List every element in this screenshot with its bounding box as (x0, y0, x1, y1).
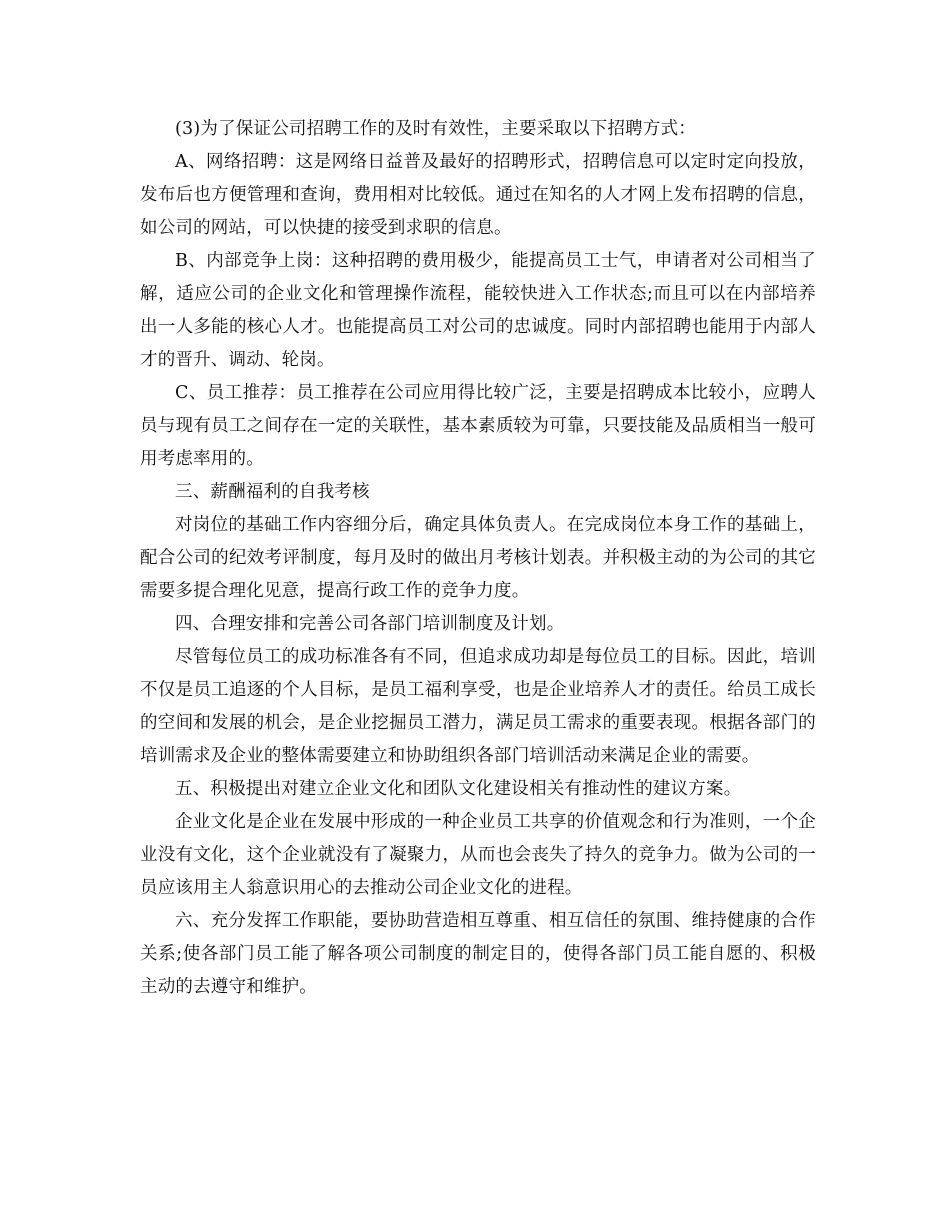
paragraph-salary-self-assessment: 对岗位的基础工作内容细分后，确定具体负责人。在完成岗位本身工作的基础上，配合公司的纪效考评制度，每月及时的做出月考核计划表。并积极主动的为公司的其它需要多提合理化见意，提高行政工作的竞争力度。 (140, 515, 816, 601)
paragraph-recruitment-methods: (3)为了保证公司招聘工作的及时有效性，主要采取以下招聘方式： (175, 119, 696, 139)
heading-training-system: 四、合理安排和完善公司各部门培训制度及计划。 (175, 614, 565, 634)
paragraph-internal-competition: B、内部竞争上岗：这种招聘的费用极少，能提高员工士气，申请者对公司相当了解，适应公司的企业文化和管理操作流程，能较快进入工作状态;而且可以在内部培养出一人多能的核心人才。也能提高员工对公司的忠诚度。同时内部招聘也能用于内部人才的晋升、调动、轮岗。 (140, 251, 816, 370)
document-body (140, 113, 816, 1004)
paragraph-corporate-culture: 企业文化是企业在发展中形成的一种企业员工共享的价值观念和行为准则，一个企业没有文化，这个企业就没有了凝聚力，从而也会丧失了持久的竞争力。做为公司的一员应该用主人翁意识用心的去推动公司企业文化的进程。 (140, 812, 816, 898)
heading-salary-self-assessment: 三、薪酬福利的自我考核 (175, 482, 370, 502)
paragraph-work-functions: 六、充分发挥工作职能，要协助营造相互尊重、相互信任的氛围、维持健康的合作关系;使各部门员工能了解各项公司制度的制定目的，使得各部门员工能自愿的、积极主动的去遵守和维护。 (140, 911, 816, 997)
heading-corporate-culture: 五、积极提出对建立企业文化和团队文化建设相关有推动性的建议方案。 (175, 779, 742, 799)
paragraph-online-recruitment: A、网络招聘：这是网络日益普及最好的招聘形式，招聘信息可以定时定向投放，发布后也方便管理和查询，费用相对比较低。通过在知名的人才网上发布招聘的信息，如公司的网站，可以快捷的接受到求职的信息。 (140, 152, 816, 238)
paragraph-training-system: 尽管每位员工的成功标准各有不同，但追求成功却是每位员工的目标。因此，培训不仅是员工追逐的个人目标，是员工福利享受，也是企业培养人才的责任。给员工成长的空间和发展的机会，是企业挖掘员工潜力，满足员工需求的重要表现。根据各部门的培训需求及企业的整体需要建立和协助组织各部门培训活动来满足企业的需要。 (140, 647, 816, 766)
paragraph-employee-referral: C、员工推荐：员工推荐在公司应用得比较广泛，主要是招聘成本比较小，应聘人员与现有员工之间存在一定的关联性，基本素质较为可靠，只要技能及品质相当一般可用考虑率用的。 (140, 383, 816, 469)
